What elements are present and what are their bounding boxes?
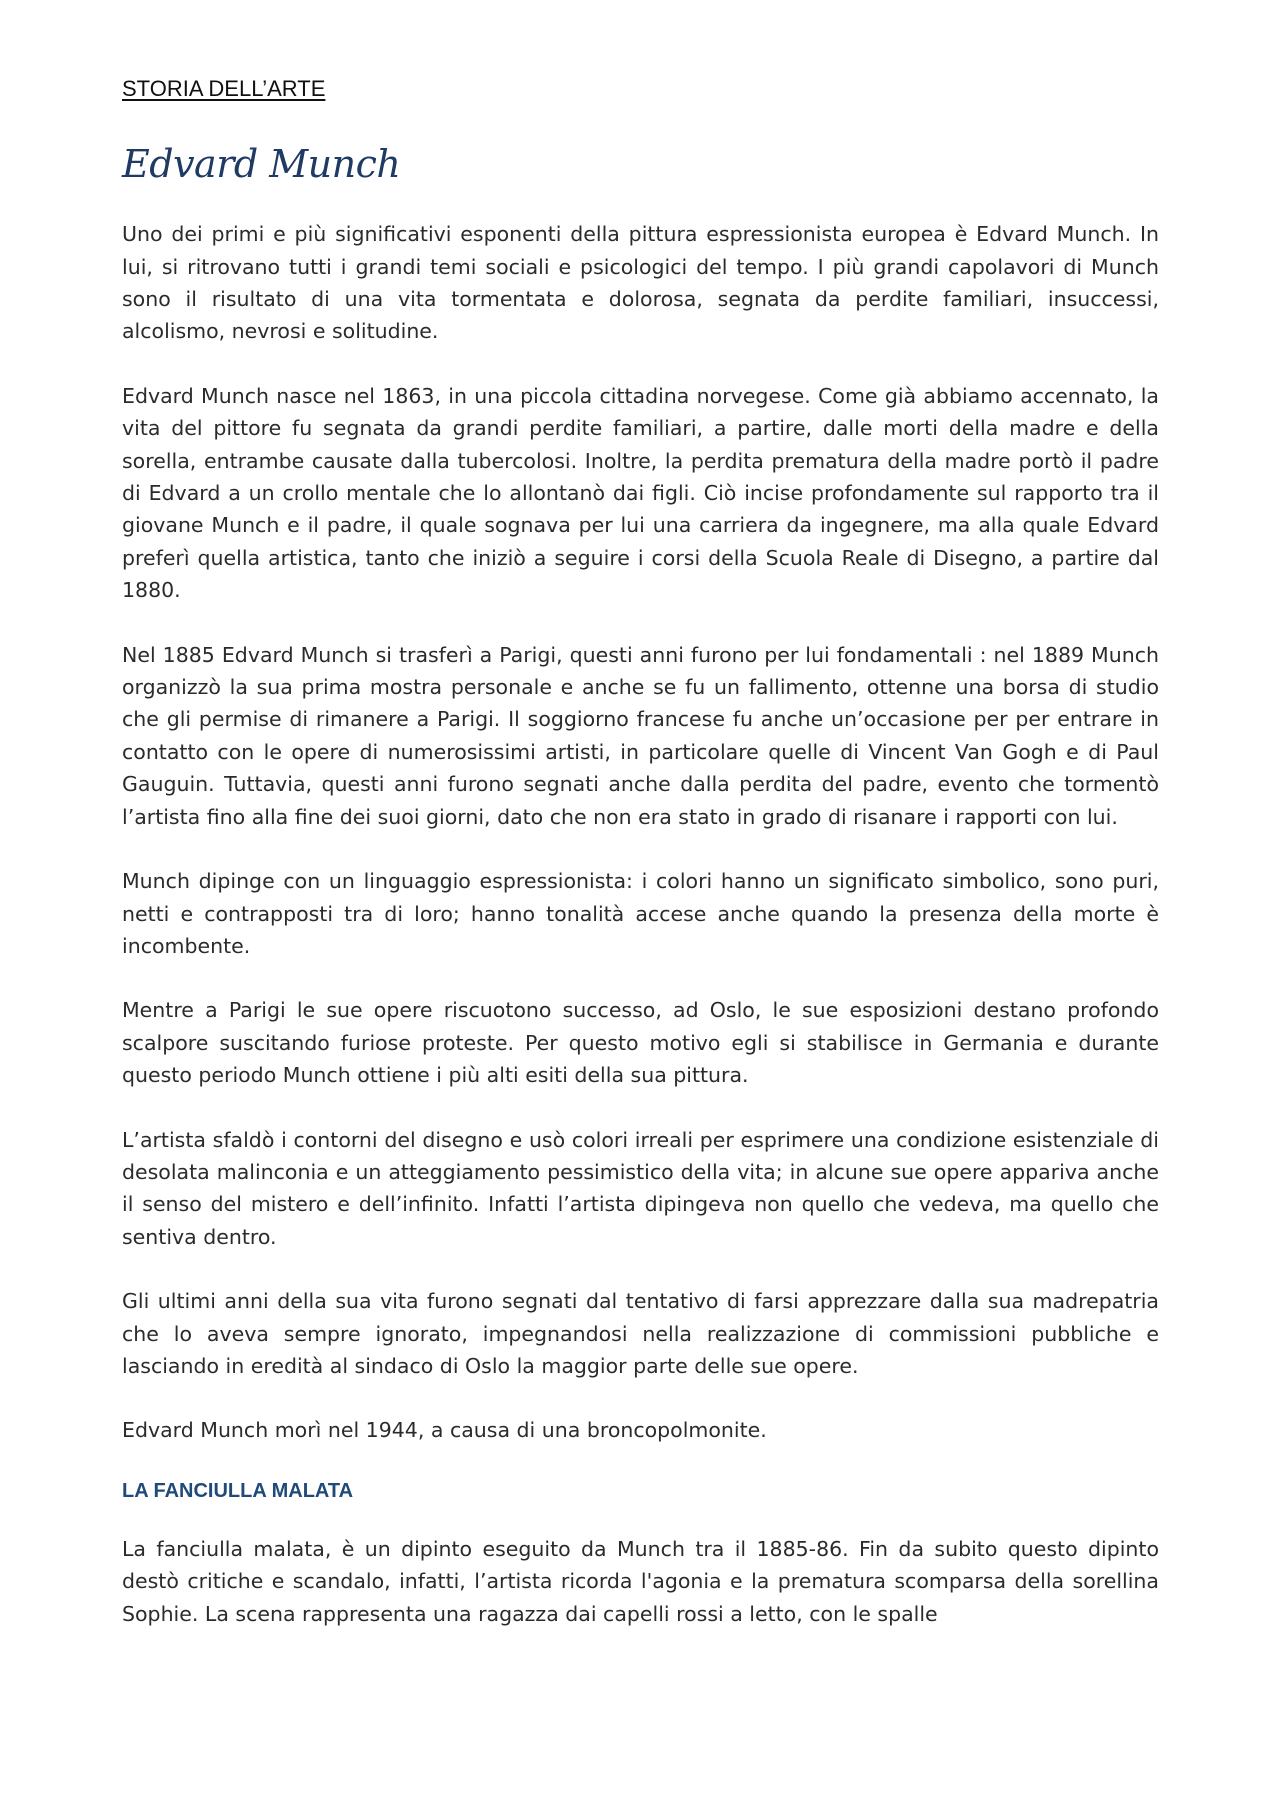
paragraph-biography: Edvard Munch nasce nel 1863, in una piccola cittadina norvegese. Come già abbiamo accennato, la vita del pittore fu segnata da grandi perdite familiari, a partire, dalle morti della madre e della sorella, entrambe causate dalla tubercolosi. Inoltre, la perdita prematura della madre portò il padre di Edvard a un crollo mentale che lo allontanò dai figli. Ciò incise profondamente sul rapporto tra il giovane Munch e il padre, il quale sognava per lui una carriera da ingegnere, ma alla quale Edvard preferì quella artistica, tanto che iniziò a seguire i corsi della Scuola Reale di Disegno, a partire dal 1880. — [122, 383, 1159, 603]
paragraph-death: Edvard Munch morì nel 1944, a causa di una broncopolmonite. — [122, 1418, 767, 1443]
paragraph-intro: Uno dei primi e più significativi esponenti della pittura espressionista europea è Edvard Munch. In lui, si ritrovano tutti i grandi temi sociali e psicologici del tempo. I più grandi capolavori di Munch sono il risultato di una vita tormentata e dolorosa, segnata da perdite familiari, insuccessi, alcolismo, nevrosi e solitudine. — [122, 222, 1159, 344]
paragraph-paris: Nel 1885 Edvard Munch si trasferì a Parigi, questi anni furono per lui fondamentali : nel 1889 Munch organizzò la sua prima mostra personale e anche se fu un fallimento, ottenne una borsa di studio che gli permise di rimanere a Parigi. Il soggiorno francese fu anche un’occasione per per entrare in contatto con le opere di numerosissimi artisti, in particolare quelle di Vincent Van Gogh e di Paul Gauguin. Tuttavia, questi anni furono segnati anche dalla perdita del padre, evento che tormentò l’artista fino alla fine dei suoi giorni, dato che non era stato in grado di risanare i rapporti con lui. — [122, 642, 1159, 829]
subject-header: STORIA DELL’ARTE — [122, 76, 326, 101]
document-title: Edvard Munch — [122, 142, 401, 187]
paragraph-style: Munch dipinge con un linguaggio espressionista: i colori hanno un significato simbolico, sono puri, netti e contrapposti tra di loro; hanno tonalità accese anche quando la presenza della morte è incombente. — [122, 869, 1159, 958]
document-content — [122, 76, 1159, 1662]
paragraph-technique: L’artista sfaldò i contorni del disegno e usò colori irreali per esprimere una condizione esistenziale di desolata malinconia e un atteggiamento pessimistico della vita; in alcune sue opere appariva anche il senso del mistero e dell’infinito. Infatti l’artista dipingeva non quello che vedeva, ma quello che sentiva dentro. — [122, 1127, 1159, 1249]
paragraph-germany: Mentre a Parigi le sue opere riscuotono successo, ad Oslo, le sue esposizioni destano profondo scalpore suscitando furiose proteste. Per questo motivo egli si stabilisce in Germania e durante questo periodo Munch ottiene i più alti esiti della sua pittura. — [122, 998, 1159, 1088]
section-heading: LA FANCIULLA MALATA — [122, 1479, 354, 1502]
paragraph-fanciulla-malata: La fanciulla malata, è un dipinto eseguito da Munch tra il 1885-86. Fin da subito questo dipinto destò critiche e scandalo, infatti, l’artista ricorda l'agonia e la prematura scomparsa della sorellina Sophie. La scena rappresenta una ragazza dai capelli rossi a letto, con le spalle — [122, 1536, 1159, 1626]
paragraph-last-years: Gli ultimi anni della sua vita furono segnati dal tentativo di farsi apprezzare dalla sua madrepatria che lo aveva sempre ignorato, impegnandosi nella realizzazione di commissioni pubbliche e lasciando in eredità al sindaco di Oslo la maggior parte delle sue opere. — [122, 1289, 1159, 1378]
